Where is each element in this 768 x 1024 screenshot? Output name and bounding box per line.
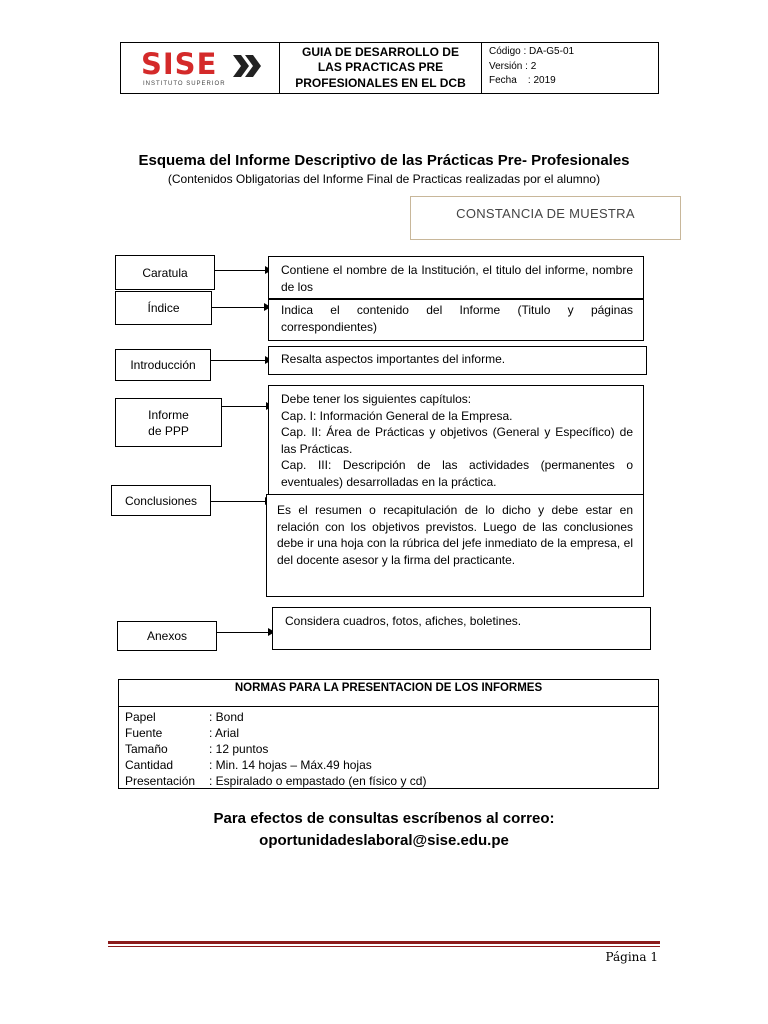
norma-fuente: Fuente : Arial — [125, 726, 240, 740]
contact-email[interactable]: oportunidadeslaboral@sise.edu.pe — [259, 832, 509, 849]
header-logo-cell — [120, 42, 280, 94]
contact-line: Para efectos de consultas escríbenos al correo: — [213, 810, 555, 827]
conclusiones-label: Conclusiones — [111, 485, 211, 516]
sample-stamp: CONSTANCIA DE MUESTRA — [410, 196, 681, 240]
norma-tamano: Tamaño : 12 puntos — [125, 742, 269, 756]
informe-line-4: Cap. III: Descripción de las actividades (permanentes o eventuales) desarrolladas en la práctica. — [281, 458, 633, 489]
norma-cantidad: Cantidad : Min. 14 hojas – Máx.49 hojas — [125, 758, 372, 772]
header-title-cell — [279, 42, 482, 94]
arrow-conclusiones — [211, 501, 271, 502]
arrow-caratula — [215, 270, 271, 271]
logo-subtext: INSTITUTO SUPERIOR — [143, 81, 226, 87]
norma-presentacion: Presentación : Espiralado o empastado (en físico y cd) — [125, 774, 427, 788]
arrow-indice — [212, 307, 270, 308]
meta-code-row: Código : DA-G5-01 — [489, 46, 575, 57]
norma-papel: Papel : Bond — [125, 710, 244, 724]
footer-divider — [108, 941, 660, 944]
conclusiones-description: Es el resumen o recapitulación de lo dicho y debe estar en relación con los objetivos previstos. Luego de las conclusiones debe ir una hoja con la rúbrica del jefe inmediato de la empresa, el del docente asesor y la firma del practicante. — [266, 494, 644, 597]
arrow-anexos — [217, 632, 274, 633]
anexos-label: Anexos — [117, 621, 217, 651]
caratula-label: Caratula — [115, 255, 215, 290]
footer-divider-thin — [108, 946, 660, 947]
page-subtitle: (Contenidos Obligatorias del Informe Final de Practicas realizadas por el alumno) — [167, 172, 601, 186]
informe-line-3: Cap. II: Área de Prácticas y objetivos (General y Específico) de las Prácticas. — [281, 425, 633, 456]
informe-ppp-description — [268, 385, 644, 495]
header-meta-cell — [481, 42, 659, 94]
page-title: Esquema del Informe Descriptivo de las Prácticas Pre- Profesionales — [138, 152, 630, 169]
informe-line-1: Debe tener los siguientes capítulos: — [281, 392, 472, 406]
introduccion-label: Introducción — [115, 349, 211, 381]
normas-heading: NORMAS PARA LA PRESENTACION DE LOS INFORMES — [119, 680, 658, 707]
informe-ppp-label: Informe de PPP — [115, 398, 222, 447]
logo-text: SISE — [141, 47, 218, 81]
anexos-description: Considera cuadros, fotos, afiches, boletines. — [272, 607, 651, 650]
normas-table — [118, 679, 659, 789]
meta-date-row: Fecha : 2019 — [489, 75, 556, 86]
page-number: Página 1 — [605, 950, 658, 964]
sise-logo — [141, 47, 266, 91]
chevron-logo-icon — [233, 55, 263, 77]
document-title: GUIA DE DESARROLLO DE LAS PRACTICAS PRE PROFESIONALES EN EL DCB — [295, 44, 466, 90]
arrow-informe — [222, 406, 272, 407]
arrow-introduccion — [211, 360, 271, 361]
introduccion-description: Resalta aspectos importantes del informe. — [268, 346, 647, 375]
indice-label: Índice — [115, 291, 212, 325]
indice-description: Indica el contenido del Informe (Titulo y páginas correspondientes) — [268, 299, 644, 341]
meta-version-row: Versión : 2 — [489, 60, 537, 72]
informe-line-2: Cap. I: Información General de la Empresa. — [281, 408, 513, 423]
caratula-description: Contiene el nombre de la Institución, el titulo del informe, nombre de los — [268, 256, 644, 299]
